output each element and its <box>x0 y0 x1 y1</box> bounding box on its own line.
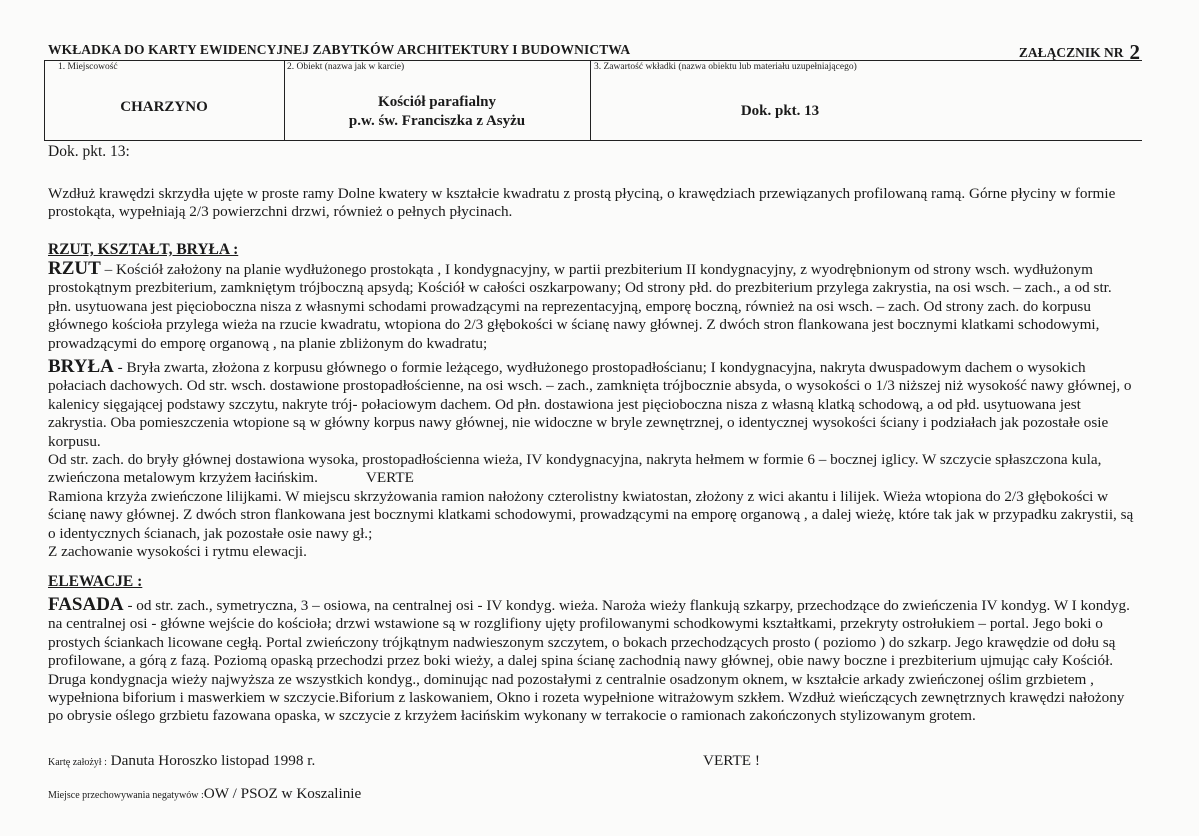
annex-label-text: ZAŁĄCZNIK NR <box>1018 45 1124 60</box>
table-divider-1 <box>284 60 285 140</box>
author-line <box>48 752 315 770</box>
author-label: Kartę założył : <box>48 757 107 768</box>
section-heading-elewacje: ELEWACJE : <box>48 573 143 590</box>
content-label: 3. Zawartość wkładki (nazwa obiektu lub materiału uzupełniającego) <box>594 62 857 72</box>
rzut-paragraph <box>48 260 1138 353</box>
object-value-line1: Kościół parafialny <box>378 94 496 110</box>
section-heading-rzut-ksztalt-bryla: RZUT, KSZTAŁT, BRYŁA : <box>48 241 239 258</box>
table-top-line <box>44 60 1142 61</box>
rzut-text: – Kościół założony na planie wydłużonego prostokąta , I kondygnacyjny, w partii prezbiterium II kondygnacyjny, z wyodrębnionym od strony wsch. wydłużonym prostokątnym prezbiterium, zamkniętym trójboczną apsydą; Kościół w całości oszkarpowany; Od strony płd. do prezbiterium przylega zakrystia, na osi wsch. – zach., a od str. płn. usytuowana jest pięcioboczna nisza z własnymi schodami prowadzącymi na reprezentacyjną, emporę boczną, również na osi wsch. – zach. Od strony zach. do korpusu głównego kościoła przylega wieża na rzucie kwadratu, wtopiona do 2/3 głębokości w ścianę nawy głównej. Z dwóch stron flankowana jest bocznymi klatkami schodowymi, prowadzącymi do emporę organową , na planie zbliżonym do kwadratu; <box>48 261 1112 352</box>
intro-paragraph <box>48 185 1138 222</box>
intro-text: Wzdłuż krawędzi skrzydła ujęte w proste ramy Dolne kwatery w kształcie kwadratu z prostą płyciną, o krawędziach przewiązanych profilowaną ramą. Górne płyciny w formie prostokąta, wypełniają 2/3 powierzchni drzwi, również o pełnych płycinach. <box>48 185 1116 221</box>
object-label: 2. Obiekt (nazwa jak w karcie) <box>287 62 405 72</box>
document-title: WKŁADKA DO KARTY EWIDENCYJNEJ ZABYTKÓW ARCHITEKTURY I BUDOWNICTWA <box>48 42 631 57</box>
cross-text: Ramiona krzyża zwieńczone lilijkami. W miejscu skrzyżowania ramion nałożony czterolistny kwiatostan, złożony z wici akantu i lilijek. Wieża wtopiona do 2/3 głębokości w ścianę nawy głównej. Z dwóch stron flankowana jest bocznymi klatkami schodowymi, prowadzącymi na emporę organową , a dalej wieżę, które tak jak w przypadku zakrystii, są o identycznych ścianach, jak pozostałe osie nawy gł.; <box>48 487 1134 542</box>
tower-text: Od str. zach. do bryły głównej dostawiona wysoka, prostopadłościenna wieża, IV kondygnacyjna, nakryta hełmem w formie 6 – bocznej iglicy. W szczycie spłaszczona kula, zwieńczona metalowym krzyżem łacińskim. <box>48 451 1102 487</box>
place-value: CHARZYNO <box>120 99 208 115</box>
content-value: Dok. pkt. 13 <box>740 103 820 119</box>
annex-number: 2 <box>1129 40 1140 64</box>
bryla-paragraph <box>48 358 1138 561</box>
fasada-text: - od str. zach., symetryczna, 3 – osiowa, na centralnej osi - IV kondyg. wieża. Naroża wieży flankują szkarpy, przechodzące do zwieńczenia IV kondyg. W I kondyg. na centralnej osi - główne wejście do kościoła; drzwi wstawione są w rozglifiony ujęty profilowanymi schodkowymi kształtkami, przekryty ostrołukiem – portal. Jego boki o prostych ściankach licowane cegłą. Portal zwieńczony trójkątnym nadwieszonym szczytem, o bokach przechodzących prosto ( poziomo ) do szkarp. Jego krawędzie od dołu są profilowane, a górą z fazą. Poziomą opaską przechodzi przez boki wieży, a dalej spina ścianę zachodnią nawy głównej, obie nawy boczne i prezbiterium ujmując cały Kościół. Druga kondygnacja wieży najwyższa ze wszystkich kondyg., dominując nad pozostałymi z centralnie osadzonym oknem, w kształcie arkady zwieńczonej oślim grzbietem , wypełniona biforium i maswerkiem w szczycie.Biforium z laskowaniem, Okno i rozeta wypełnione witrażowym szkłem. Wzdłuż wieńczących zewnętrznych krawędzi nałożony po obrysie oślego grzbietu fazowana opaska, w szczycie z krzyżem łacińskim wykonany w terrakocie o ramionach zakończonych stylizowanym grotem. <box>48 597 1130 725</box>
fasada-paragraph <box>48 596 1138 726</box>
header-row <box>48 40 1140 62</box>
table-bottom-line <box>44 140 1142 141</box>
fasada-label: FASADA <box>48 594 124 615</box>
rzut-label: RZUT <box>48 258 101 279</box>
bryla-text: - Bryła zwarta, złożona z korpusu głównego o formie leżącego, wydłużonego prostopadłościanu; I kondygnacyjna, nakryta dwuspadowym dachem o wysokich połaciach dachowych. Od str. wsch. dostawione prostopadłościenne, na osi wsch. – zach., zamknięta trójbocznie absyda, o wysokości o 1/3 niższej niż wysokość nawy głównej, o kalenicy sięgającej podstawy szczytu, nakryte trój- połaciowym dachem. Od płn. dostawiona jest pięcioboczna nisza z własną klatką schodową, a od płd. usytuowana jest zakrystia. Oba pomieszczenia wtopione są w główny korpus nawy głównej, nie widoczne w bryle zewnętrznej, o identycznej wysokości ściany i podziałach jak pozostałe osie korpusu. <box>48 359 1132 450</box>
verte-inline: VERTE <box>365 469 414 487</box>
table-left-border <box>44 60 45 140</box>
verte-bottom: VERTE ! <box>703 752 760 769</box>
place-label: 1. Miejscowość <box>58 62 118 72</box>
storage-value: OW / PSOZ w Koszalinie <box>203 785 362 802</box>
storage-line <box>48 785 361 803</box>
tower-paragraph <box>48 451 1138 488</box>
table-divider-2 <box>590 60 591 140</box>
dok-label: Dok. pkt. 13: <box>48 143 130 160</box>
annex-label <box>1019 40 1140 65</box>
object-value <box>286 93 588 131</box>
bryla-label: BRYŁA <box>48 356 114 377</box>
object-value-line2: p.w. św. Franciszka z Asyżu <box>348 113 526 129</box>
rhythm-text: Z zachowanie wysokości i rytmu elewacji. <box>48 543 307 561</box>
storage-label: Miejsce przechowywania negatywów : <box>48 790 204 801</box>
author-value: Danuta Horoszko listopad 1998 r. <box>110 752 316 769</box>
